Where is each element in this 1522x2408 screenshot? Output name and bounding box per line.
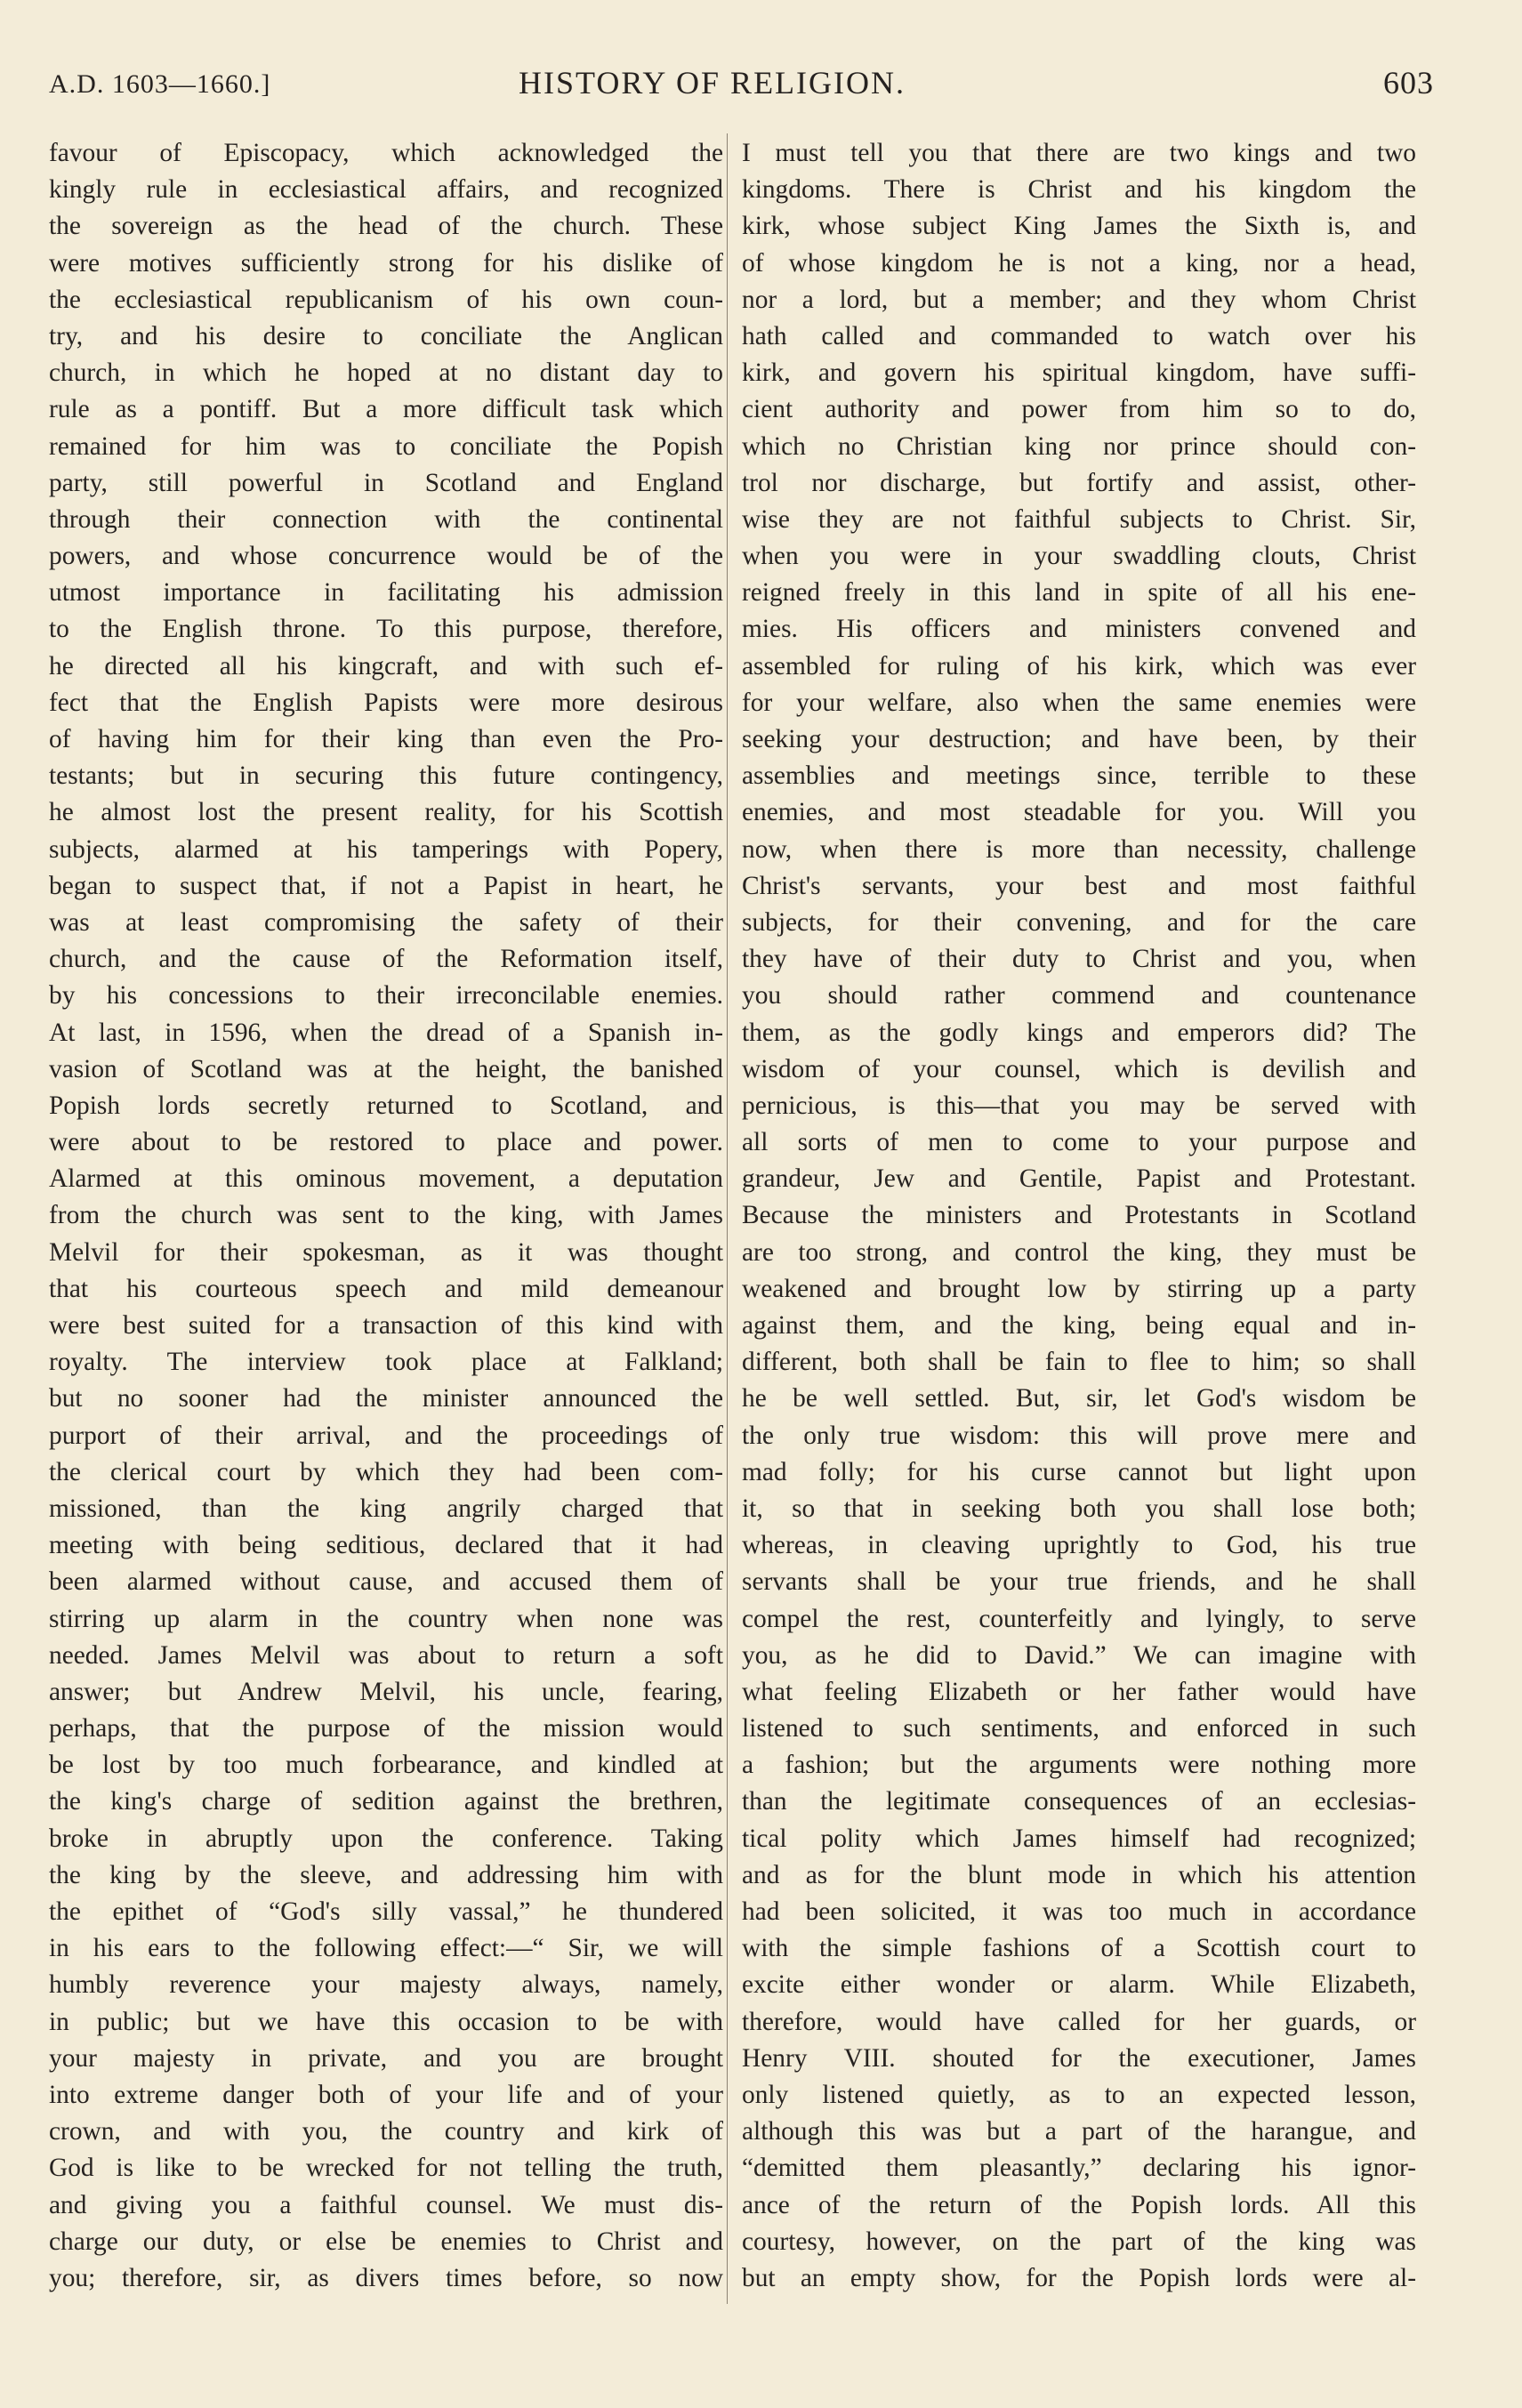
text-line: were best suited for a transaction of this kind with [49,1311,723,1340]
text-line: and as for the blunt mode in which his attention [742,1860,1416,1889]
running-header [49,64,1434,109]
text-line: by his concessions to their irreconcilable enemies. [49,981,723,1011]
text-line: had been solicited, it was too much in accordance [742,1897,1416,1926]
left-column [49,135,723,2297]
text-line: Alarmed at this ominous movement, a deputation [49,1164,723,1194]
text-line: which no Christian king nor prince should con- [742,431,1416,461]
text-line: but no sooner had the minister announced the [49,1384,723,1413]
text-line: “demitted them pleasantly,” declaring his ignor- [742,2154,1416,2183]
text-line: you should rather commend and countenance [742,981,1416,1011]
text-line: listened to such sentiments, and enforced in such [742,1714,1416,1744]
text-line: assembled for ruling of his kirk, which was ever [742,651,1416,681]
text-line: purport of their arrival, and the proceedings of [49,1421,723,1450]
text-line: them, as the godly kings and emperors did? The [742,1018,1416,1047]
text-line: the king by the sleeve, and addressing him with [49,1860,723,1889]
text-line: try, and his desire to conciliate the Anglican [49,321,723,350]
text-line: meeting with being seditious, declared that it had [49,1531,723,1560]
text-line: missioned, than the king angrily charged that [49,1494,723,1523]
text-line: assemblies and meetings since, terrible to these [742,761,1416,791]
text-line: Henry VIII. shouted for the executioner, James [742,2043,1416,2073]
text-line: were motives sufficiently strong for his dislike of [49,248,723,278]
text-line: he be well settled. But, sir, let God's wisdom be [742,1384,1416,1413]
text-line: kingly rule in ecclesiastical affairs, and recognized [49,175,723,205]
text-line: different, both shall be fain to flee to him; so shall [742,1348,1416,1377]
text-line: were about to be restored to place and power. [49,1128,723,1157]
text-line: in his ears to the following effect:—“ Sir, we will [49,1934,723,1963]
text-line: tical polity which James himself had recognized; [742,1824,1416,1853]
text-line: and giving you a faithful counsel. We must dis- [49,2190,723,2219]
text-line: favour of Episcopacy, which acknowledged the [49,139,723,167]
text-line: from the church was sent to the king, with James [49,1201,723,1230]
text-line: with the simple fashions of a Scottish court to [742,1934,1416,1963]
text-line: needed. James Melvil was about to return a soft [49,1640,723,1670]
header-date-range: A.D. 1603—1660.] [49,69,271,99]
text-line: Because the ministers and Protestants in Scotland [742,1201,1416,1230]
text-line: powers, and whose concurrence would be of the [49,542,723,571]
header-title: HISTORY OF RELIGION. [519,65,906,101]
text-line: At last, in 1596, when the dread of a Spanish in- [49,1018,723,1047]
text-line: all sorts of men to come to your purpose and [742,1128,1416,1157]
text-line: the ecclesiastical republicanism of his own coun- [49,285,723,314]
text-line: seeking your destruction; and have been, by their [742,725,1416,753]
text-line: be lost by too much forbearance, and kindled at [49,1751,723,1780]
text-line: hath called and commanded to watch over his [742,321,1416,350]
text-line: Christ's servants, your best and most faithful [742,871,1416,900]
text-line: although this was but a part of the harangue, and [742,2117,1416,2146]
text-line: ance of the return of the Popish lords. All this [742,2190,1416,2219]
text-line: been alarmed without cause, and accused them of [49,1567,723,1597]
text-line: vasion of Scotland was at the height, the banished [49,1054,723,1083]
text-line: compel the rest, counterfeitly and lyingly, to serve [742,1604,1416,1633]
text-line: that his courteous speech and mild demeanour [49,1274,723,1303]
text-line: than the legitimate consequences of an ecclesias- [742,1787,1416,1816]
text-line: what feeling Elizabeth or her father would have [742,1677,1416,1706]
text-line: answer; but Andrew Melvil, his uncle, fearing, [49,1677,723,1706]
text-line: the clerical court by which they had been com- [49,1457,723,1486]
text-line: it, so that in seeking both you shall lose both; [742,1494,1416,1523]
text-line: therefore, would have called for her guards, or [742,2007,1416,2036]
text-line: weakened and brought low by stirring up a party [742,1274,1416,1303]
text-line: into extreme danger both of your life and of your [49,2080,723,2109]
text-line: utmost importance in facilitating his admission [49,578,723,608]
text-line: wisdom of your counsel, which is devilish and [742,1054,1416,1083]
text-line: royalty. The interview took place at Falkland; [49,1348,723,1377]
text-line: remained for him was to conciliate the Popish [49,431,723,461]
text-line: God is like to be wrecked for not telling the truth, [49,2154,723,2183]
text-line: but an empty show, for the Popish lords were al- [742,2263,1416,2292]
text-line: grandeur, Jew and Gentile, Papist and Protestant. [742,1164,1416,1194]
text-line: rule as a pontiff. But a more difficult task which [49,395,723,424]
text-line: testants; but in securing this future contingency, [49,761,723,791]
text-line: to the English throne. To this purpose, therefore, [49,615,723,644]
text-line: fect that the English Papists were more desirous [49,688,723,717]
text-line: whereas, in cleaving uprightly to God, his true [742,1531,1416,1560]
text-line: church, and the cause of the Reformation itself, [49,945,723,974]
text-line: against them, and the king, being equal and in- [742,1311,1416,1340]
text-line: in public; but we have this occasion to be with [49,2007,723,2036]
text-line: you; therefore, sir, as divers times before, so now [49,2263,723,2292]
text-line: crown, and with you, the country and kirk of [49,2117,723,2146]
text-line: courtesy, however, on the part of the king was [742,2227,1416,2256]
page-number: 603 [1383,65,1434,101]
text-line: wise they are not faithful subjects to Christ. Sir, [742,504,1416,534]
text-line: they have of their duty to Christ and you, when [742,945,1416,974]
text-line: kingdoms. There is Christ and his kingdom the [742,175,1416,205]
text-line: was at least compromising the safety of their [49,907,723,937]
text-line: stirring up alarm in the country when none was [49,1604,723,1633]
text-line: subjects, alarmed at his tamperings with Popery, [49,834,723,864]
text-line: charge our duty, or else be enemies to Christ and [49,2227,723,2256]
text-line: mad folly; for his curse cannot but light upon [742,1457,1416,1486]
text-line: the only true wisdom: this will prove mere and [742,1421,1416,1450]
text-line: a fashion; but the arguments were nothing more [742,1751,1416,1780]
text-line: the epithet of “God's silly vassal,” he thundered [49,1897,723,1926]
text-line: party, still powerful in Scotland and England [49,468,723,497]
text-line: through their connection with the continental [49,504,723,534]
text-line: began to suspect that, if not a Papist in heart, he [49,871,723,900]
text-line: when you were in your swaddling clouts, Christ [742,542,1416,571]
text-line: kirk, whose subject King James the Sixth is, and [742,212,1416,241]
right-column [742,135,1416,2297]
text-line: the king's charge of sedition against the brethren, [49,1787,723,1816]
text-line: humbly reverence your majesty always, namely, [49,1970,723,2000]
text-line: reigned freely in this land in spite of all his ene- [742,578,1416,608]
text-line: of whose kingdom he is not a king, nor a head, [742,248,1416,278]
text-line: your majesty in private, and you are brought [49,2043,723,2073]
text-line: he almost lost the present reality, for his Scottish [49,798,723,827]
text-line: you, as he did to David.” We can imagine with [742,1640,1416,1670]
text-line: mies. His officers and ministers convened and [742,615,1416,644]
text-line: Popish lords secretly returned to Scotland, and [49,1091,723,1120]
text-line: of having him for their king than even the Pro- [49,725,723,753]
text-line: nor a lord, but a member; and they whom Christ [742,285,1416,314]
text-line: kirk, and govern his spiritual kingdom, have suffi- [742,358,1416,388]
text-line: perhaps, that the purpose of the mission would [49,1714,723,1744]
text-line: enemies, and most steadable for you. Will you [742,798,1416,827]
text-line: now, when there is more than necessity, challenge [742,834,1416,864]
text-line: for your welfare, also when the same enemies were [742,688,1416,717]
text-line: trol nor discharge, but fortify and assist, other- [742,468,1416,497]
text-line: cient authority and power from him so to do, [742,395,1416,424]
text-line: subjects, for their convening, and for the care [742,907,1416,937]
text-line: broke in abruptly upon the conference. Taking [49,1824,723,1853]
text-line: pernicious, is this—that you may be served with [742,1091,1416,1120]
text-line: excite either wonder or alarm. While Elizabeth, [742,1970,1416,2000]
text-line: church, in which he hoped at no distant day to [49,358,723,388]
column-divider [727,133,728,2304]
text-line: the sovereign as the head of the church. These [49,212,723,241]
text-line: only listened quietly, as to an expected lesson, [742,2080,1416,2109]
text-line: are too strong, and control the king, they must be [742,1237,1416,1267]
text-line: servants shall be your true friends, and he shall [742,1567,1416,1597]
text-line: I must tell you that there are two kings and two [742,139,1416,167]
text-line: he directed all his kingcraft, and with such ef- [49,651,723,681]
text-line: Melvil for their spokesman, as it was thought [49,1237,723,1267]
